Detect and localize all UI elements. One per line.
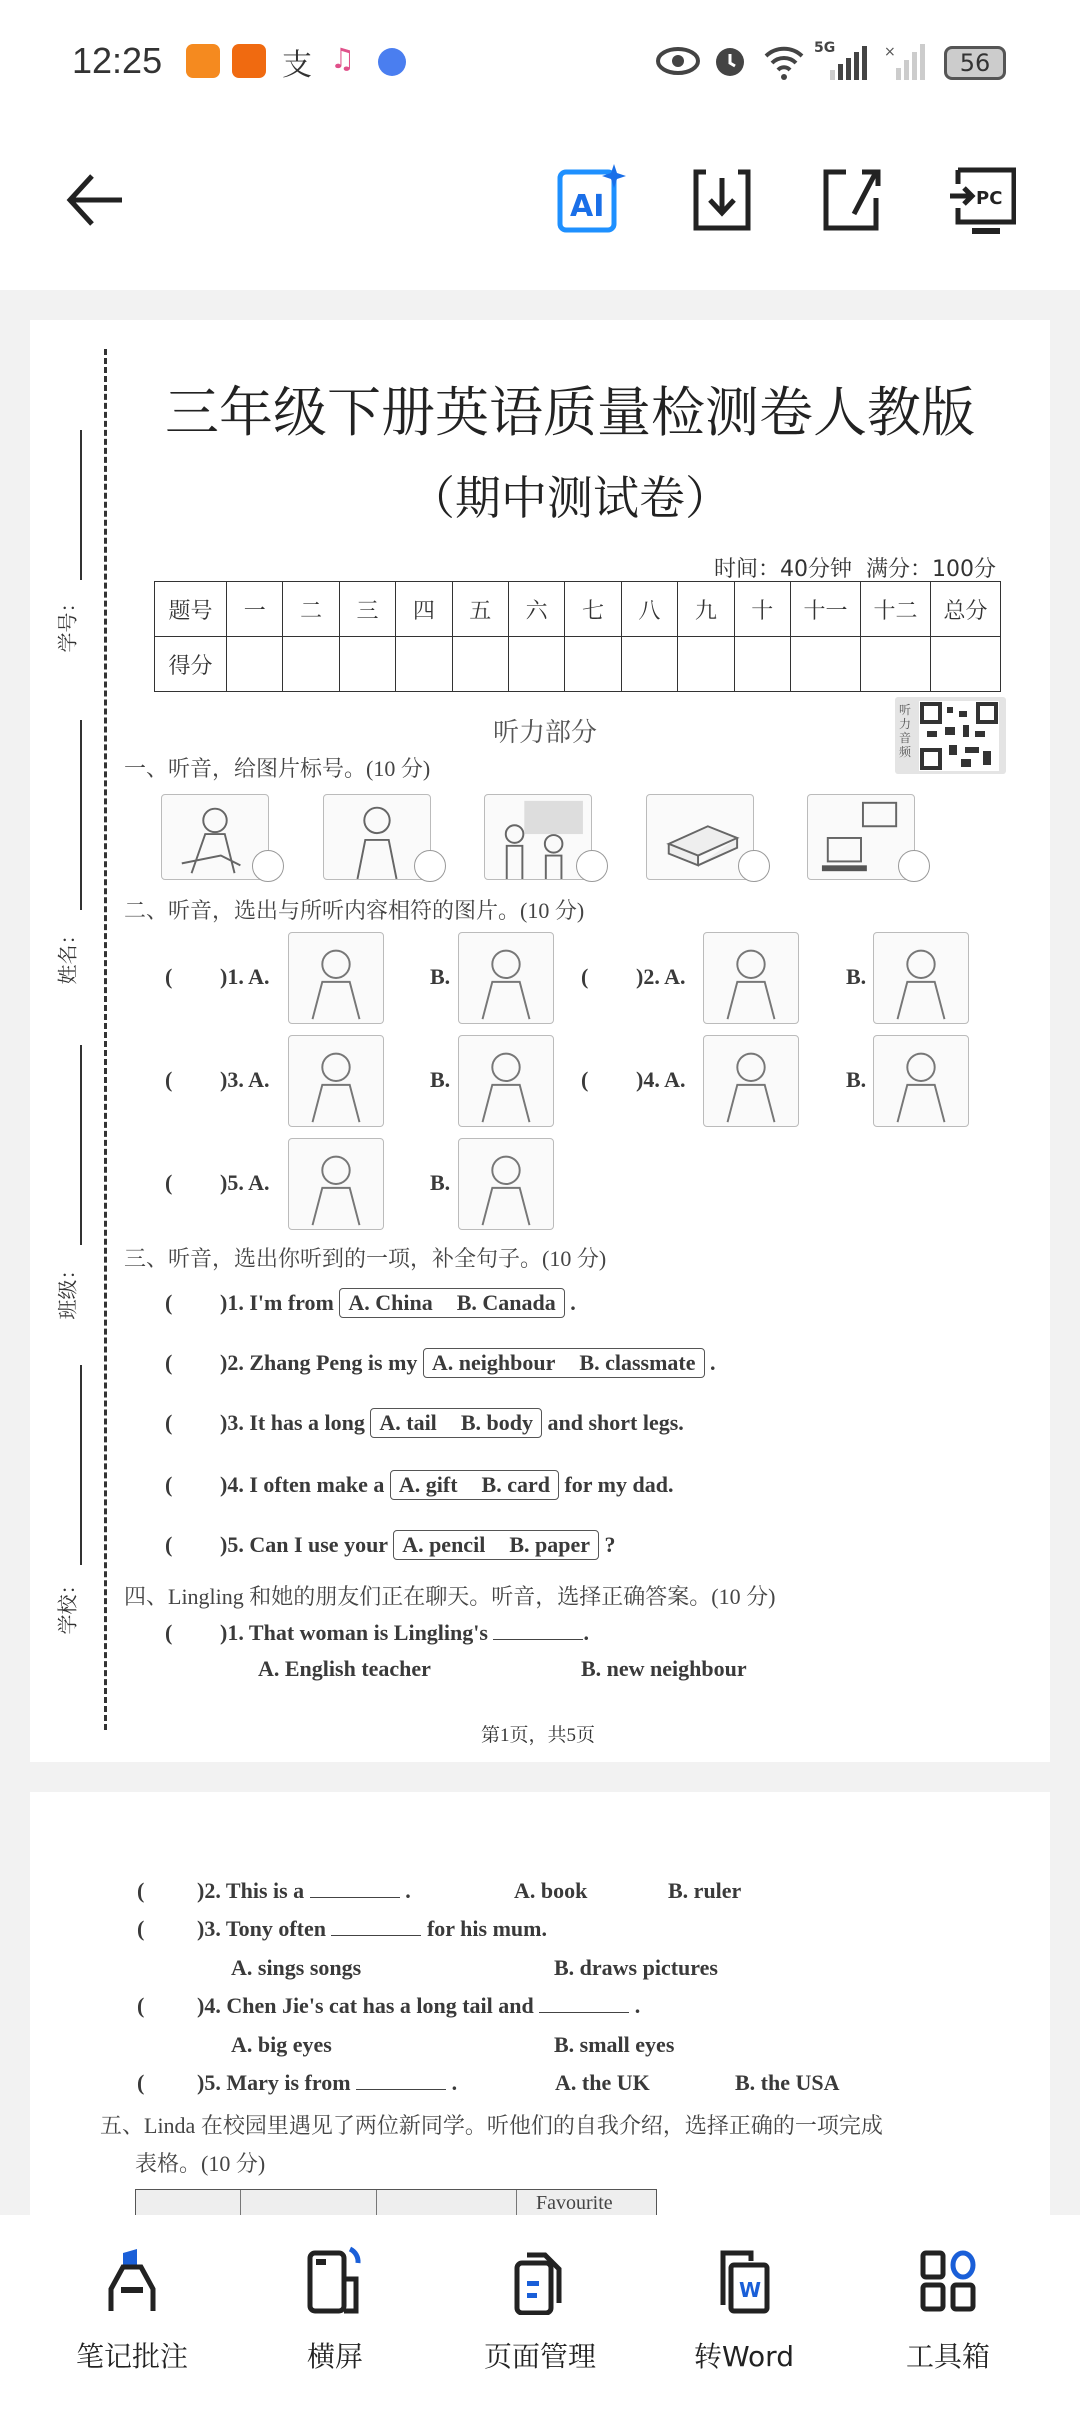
- score-table-header-cell: 八: [621, 582, 677, 637]
- table-header-favourite: Favourite: [536, 2192, 613, 2214]
- score-table-header-cell: 二: [283, 582, 339, 637]
- option-b-label: B.: [430, 964, 451, 989]
- answer-blank: [310, 1880, 400, 1898]
- page-footer: 第1页，共5页: [480, 1725, 595, 1746]
- question-text: )2. This is a: [197, 1878, 305, 1903]
- answer-paren[interactable]: (: [165, 1620, 173, 1645]
- score-table-header-cell: 九: [678, 582, 734, 637]
- question-suffix: .: [451, 2070, 458, 2095]
- score-table-header-cell: 七: [565, 582, 621, 637]
- answer-paren[interactable]: (: [165, 1170, 173, 1195]
- option-a: A. sings songs: [231, 1955, 362, 1980]
- question-suffix: .: [405, 1878, 411, 1903]
- answer-paren[interactable]: (: [165, 1350, 173, 1375]
- option-b-label: B.: [430, 1067, 451, 1092]
- score-table-header-cell: 十: [734, 582, 790, 637]
- answer-paren[interactable]: (: [165, 1067, 173, 1092]
- section-5-heading-cont: 表格。(10 分): [135, 2151, 266, 2176]
- option-a: A. China: [348, 1290, 433, 1315]
- question-suffix: .: [570, 1290, 576, 1315]
- option-a: A. neighbour: [431, 1350, 556, 1375]
- score-table-header-cell: 十一: [791, 582, 861, 637]
- toolbox-button[interactable]: [868, 2245, 1028, 2375]
- answer-paren[interactable]: (: [137, 1916, 145, 1941]
- answer-paren[interactable]: (: [137, 1993, 145, 2018]
- toolbox-label: 工具箱: [905, 2340, 990, 2373]
- question-text: )1. That woman is Lingling's: [220, 1620, 488, 1645]
- answer-paren[interactable]: (: [581, 1067, 589, 1092]
- student-id-label: 学号：: [55, 592, 80, 653]
- section-4-heading: 四、Lingling 和她的朋友们正在聊天。听音，选择正确答案。(10 分): [124, 1584, 776, 1609]
- option-b: B. new neighbour: [581, 1656, 747, 1681]
- answer-paren[interactable]: (: [165, 964, 173, 989]
- score-table-row-label: 得分: [155, 637, 227, 692]
- option-b: B. ruler: [668, 1878, 742, 1903]
- answer-paren[interactable]: (: [165, 1472, 173, 1497]
- option-b: B. draws pictures: [554, 1955, 718, 1980]
- score-table-header-cell: 一: [227, 582, 283, 637]
- answer-paren[interactable]: (: [137, 1878, 145, 1903]
- question-number: )5. A.: [220, 1170, 270, 1195]
- name-label: 姓名：: [55, 924, 80, 985]
- question-q4: [197, 1993, 640, 2019]
- music-icon: ♫: [330, 42, 356, 75]
- page-management-button[interactable]: [460, 2245, 620, 2375]
- option-a: A. pencil: [402, 1532, 486, 1557]
- score-table-header-cell: 四: [396, 582, 452, 637]
- landscape-button[interactable]: [255, 2245, 415, 2375]
- class-label: 班级：: [55, 1259, 80, 1320]
- option-a: A. English teacher: [258, 1656, 431, 1681]
- battery-indicator: 56: [944, 46, 1006, 80]
- landscape-label: 横屏: [306, 2340, 363, 2373]
- pages-icon: [505, 2245, 575, 2315]
- svg-text:PC: PC: [976, 188, 1003, 209]
- question-text: )3. Tony often: [197, 1916, 326, 1941]
- option-a: A. tail: [379, 1410, 437, 1435]
- exam-subtitle: （期中测试卷）: [409, 473, 731, 524]
- option-a: A. the UK: [555, 2070, 650, 2095]
- annotate-button[interactable]: [52, 2245, 212, 2375]
- question-q5: [197, 2070, 457, 2096]
- question-suffix: ?: [604, 1532, 616, 1557]
- question-suffix: .: [710, 1350, 716, 1375]
- question-text: )4. Chen Jie's cat has a long tail and: [197, 1993, 534, 2018]
- annotate-label: 笔记批注: [75, 2340, 188, 2373]
- answer-blank: [331, 1918, 421, 1936]
- score-table-header-cell: 六: [508, 582, 564, 637]
- question-text: )1. I'm from: [220, 1290, 334, 1315]
- question-suffix: for his mum.: [426, 1916, 547, 1941]
- option-b: B. body: [460, 1410, 533, 1435]
- question-number: )4. A.: [636, 1067, 686, 1092]
- info-table: [135, 2189, 657, 2215]
- option-b: B. paper: [509, 1532, 590, 1557]
- marker-pen-icon: [97, 2245, 167, 2315]
- section-1-heading: 一、听音，给图片标号。(10 分): [124, 756, 431, 781]
- answer-paren[interactable]: (: [137, 2070, 145, 2095]
- question-q2: [197, 1878, 411, 1904]
- convert-to-word-button[interactable]: [664, 2245, 824, 2375]
- question-suffix: for my dad.: [564, 1472, 674, 1497]
- bottom-toolbar: [0, 2215, 1080, 2412]
- question-number: )2. A.: [636, 964, 686, 989]
- answer-blank: [539, 1995, 629, 2013]
- rotate-screen-icon: [300, 2245, 370, 2315]
- question-suffix: .: [583, 1620, 589, 1645]
- answer-paren[interactable]: (: [165, 1290, 173, 1315]
- svg-text:×: ×: [884, 44, 896, 60]
- school-label: 学校：: [55, 1574, 80, 1635]
- option-b: B. card: [481, 1472, 550, 1497]
- word-document-icon: [709, 2245, 779, 2315]
- section-5-heading: 五、Linda 在校园里遇见了两位新同学。听他们的自我介绍，选择正确的一项完成: [100, 2113, 883, 2138]
- option-b-label: B.: [846, 964, 867, 989]
- answer-blank: [356, 2072, 446, 2090]
- question-suffix: and short legs.: [547, 1410, 684, 1435]
- option-b: B. Canada: [456, 1290, 556, 1315]
- score-table-header-cell: 五: [452, 582, 508, 637]
- score-table-header-cell: 总分: [931, 582, 1001, 637]
- question-text: )2. Zhang Peng is my: [220, 1350, 418, 1375]
- answer-paren[interactable]: (: [165, 1410, 173, 1435]
- question-q3: [197, 1916, 547, 1942]
- listening-section-title: 听力部分: [493, 718, 598, 748]
- answer-paren[interactable]: (: [165, 1532, 173, 1557]
- option-b: B. the USA: [735, 2070, 840, 2095]
- option-a: A. big eyes: [231, 2032, 332, 2057]
- option-a: A. book: [514, 1878, 588, 1903]
- status-time: 12:25: [72, 40, 163, 81]
- network-type: 5G: [814, 40, 836, 56]
- score-table-header-cell: 十二: [861, 582, 931, 637]
- exam-title: 三年级下册英语质量检测卷人教版: [165, 383, 975, 443]
- option-b: B. small eyes: [554, 2032, 675, 2057]
- page-management-label: 页面管理: [483, 2340, 596, 2373]
- section-3-heading: 三、听音，选出你听到的一项，补全句子。(10 分): [124, 1246, 607, 1271]
- convert-to-word-label: 转Word: [694, 2340, 794, 2373]
- score-table-header-cell: 三: [339, 582, 395, 637]
- alipay-icon: 支: [282, 48, 312, 83]
- question-text: )5. Mary is from: [197, 2070, 351, 2095]
- question-suffix: .: [634, 1993, 641, 2018]
- svg-text:W: W: [739, 2278, 762, 2302]
- svg-text:AI: AI: [570, 189, 605, 224]
- exam-time-info: 时间：40分钟 满分：100分: [714, 557, 996, 582]
- option-a: A. gift: [398, 1472, 458, 1497]
- apps-grid-icon: [913, 2245, 983, 2315]
- question-text: )3. It has a long: [220, 1410, 365, 1435]
- option-b-label: B.: [846, 1067, 867, 1092]
- section-2-heading: 二、听音，选出与所听内容相符的图片。(10 分): [124, 898, 585, 923]
- score-table-header-cell: 题号: [155, 582, 227, 637]
- question-text: )5. Can I use your: [220, 1532, 388, 1557]
- question-number: )3. A.: [220, 1067, 270, 1092]
- question-text: )4. I often make a: [220, 1472, 385, 1497]
- answer-paren[interactable]: (: [581, 964, 589, 989]
- question-number: )1. A.: [220, 964, 270, 989]
- option-b: B. classmate: [579, 1350, 696, 1375]
- qr-label: 听力音频: [899, 703, 912, 759]
- option-b-label: B.: [430, 1170, 451, 1195]
